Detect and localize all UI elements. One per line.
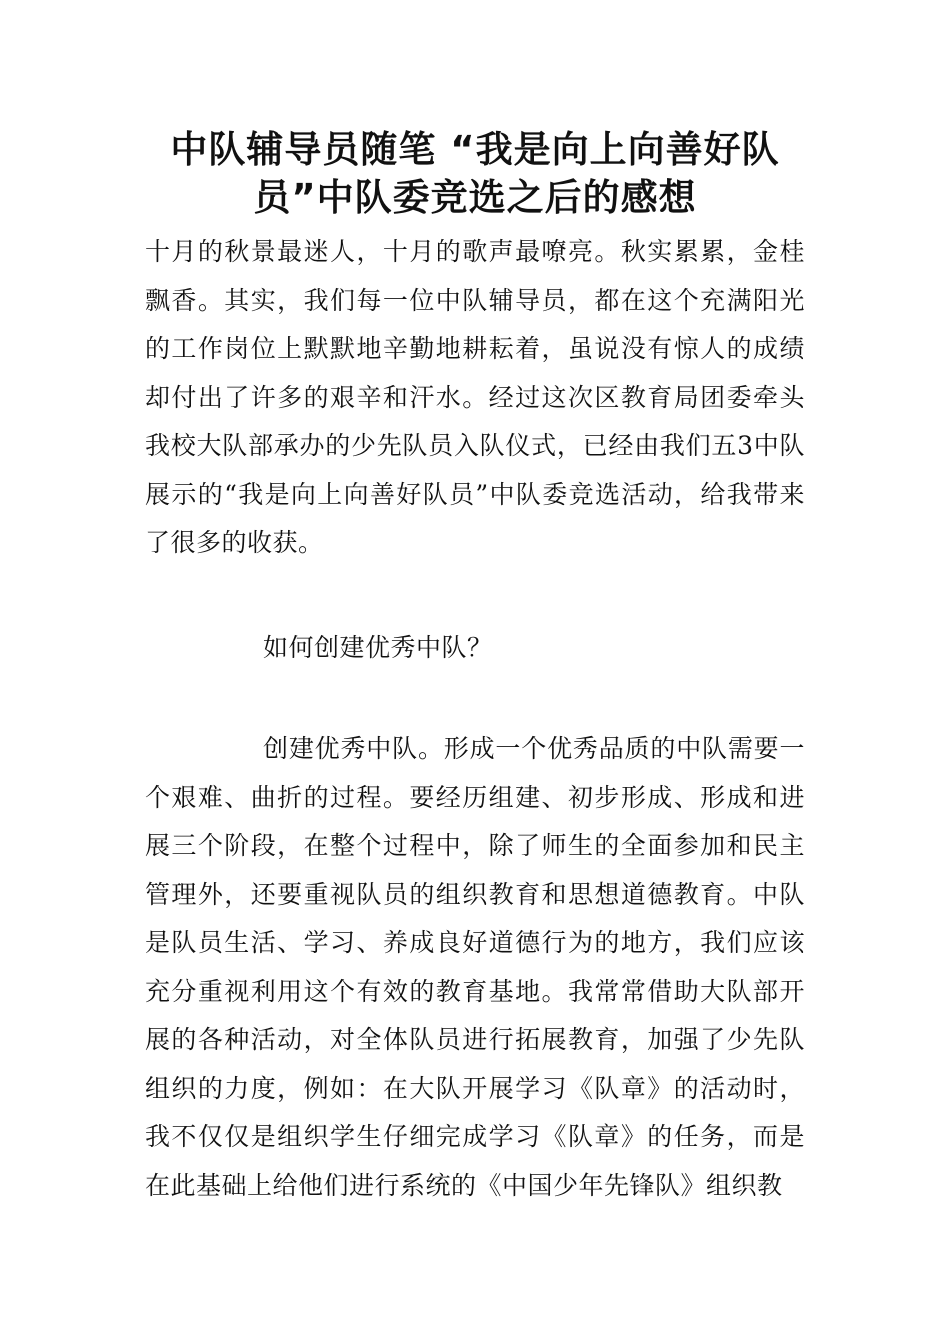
section-question: 如何创建优秀中队？ <box>263 633 493 662</box>
body-paragraph: 创建优秀中队。形成一个优秀品质的中队需要一个艰难、曲折的过程。要经历组建、初步形成、形成和进展三个阶段，在整个过程中，除了师生的全面参加和民主管理外，还要重视队员的组织教育和思想道德教育。中队是队员生活、学习、养成良好道德行为的地方，我们应该充分重视利用这个有效的教育基地。我常常借助大队部开展的各种活动，对全体队员进行拓展教育，加强了少先队组织的力度，例如：在大队开展学习《队章》的活动时，我不仅仅是组织学生仔细完成学习《队章》的任务，而是在此基础上给他们进行系统的《中国少年先锋队》组织教 <box>145 734 805 1200</box>
document-title: 中队辅导员随笔 “我是向上向善好队员”中队委竞选之后的感想 <box>170 128 780 219</box>
intro-paragraph: 十月的秋景最迷人，十月的歌声最嘹亮。秋实累累，金桂飘香。其实，我们每一位中队辅导员，都在这个充满阳光的工作岗位上默默地辛勤地耕耘着，虽说没有惊人的成绩却付出了许多的艰辛和汗水。经过这次区教育局团委牵头我校大队部承办的少先队员入队仪式，已经由我们五3中队展示的“我是向上向善好队员”中队委竞选活动，给我带来了很多的收获。 <box>145 237 805 557</box>
